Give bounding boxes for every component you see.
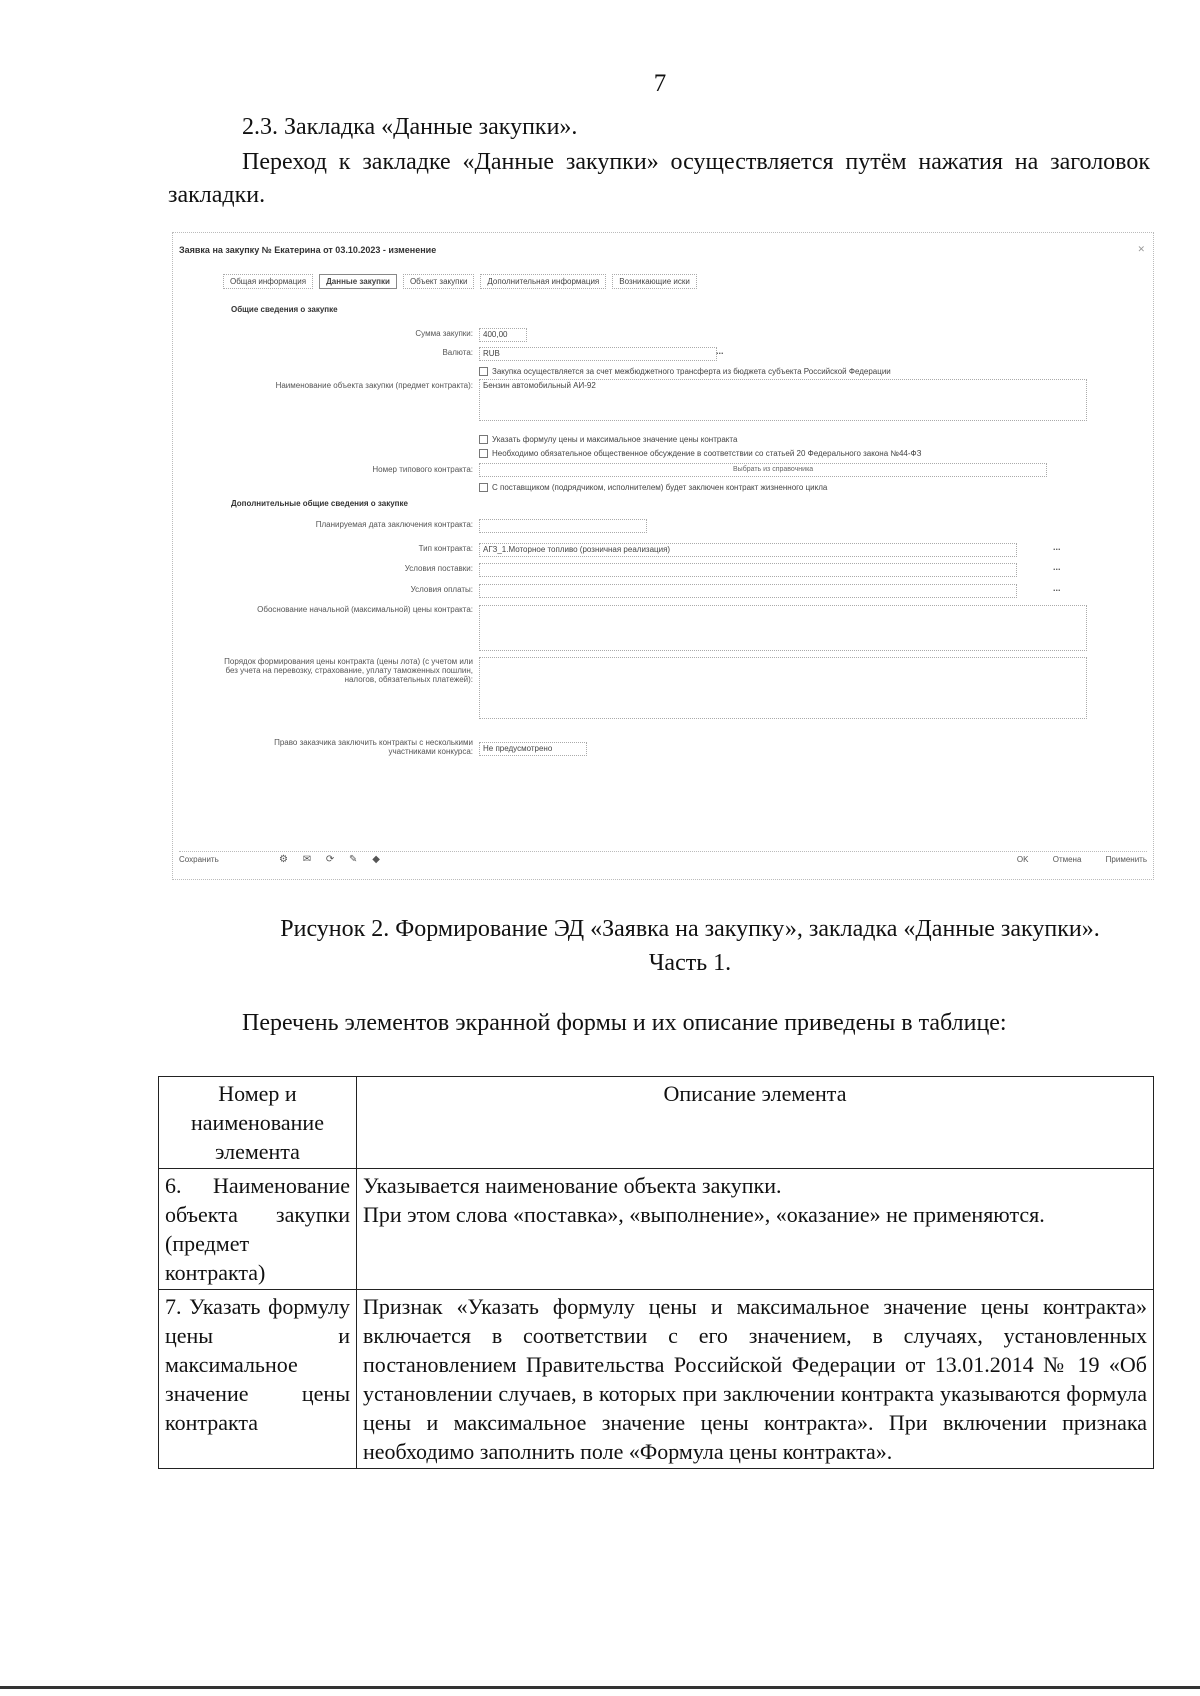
delivery-terms-field[interactable] bbox=[479, 563, 1017, 577]
label-purchase-sum: Сумма закупки: bbox=[415, 329, 473, 338]
list-intro-text: Перечень элементов экранной формы и их описание приведены в таблице: bbox=[242, 1010, 1007, 1036]
apply-button[interactable]: Применить bbox=[1105, 855, 1147, 864]
label-planned-date: Планируемая дата заключения контракта: bbox=[315, 520, 473, 529]
tab-general-info[interactable]: Общая информация bbox=[223, 274, 313, 289]
object-name-field[interactable]: Бензин автомобильный АИ-92 bbox=[479, 379, 1087, 421]
close-icon[interactable]: ✕ bbox=[1137, 244, 1145, 254]
payment-terms-field[interactable] bbox=[479, 584, 1017, 598]
checkbox-icon bbox=[479, 435, 488, 444]
element-name-cell: 6. Наименование объекта закупки (предмет контракта) bbox=[159, 1169, 357, 1290]
choose-from-directory-hint: Выбрать из справочника bbox=[733, 466, 814, 473]
window-title: Заявка на закупку № Екатерина от 03.10.2023 - изменение bbox=[179, 245, 437, 255]
screenshot-figure bbox=[172, 232, 1154, 880]
label-typical-contract: Номер типового контракта: bbox=[372, 465, 473, 474]
tab-additional-info[interactable]: Дополнительная информация bbox=[480, 274, 606, 289]
page-number: 7 bbox=[653, 70, 667, 97]
toolbar-icons[interactable]: ⚙ ✉ ⟳ ✎ ◆ bbox=[279, 854, 386, 865]
tab-purchase-data[interactable]: Данные закупки bbox=[319, 274, 397, 289]
table-row bbox=[159, 1169, 1154, 1290]
check-label: Указать формулу цены и максимальное значение цены контракта bbox=[492, 435, 738, 444]
tab-bar bbox=[223, 274, 697, 289]
figure-caption: Рисунок 2. Формирование ЭД «Заявка на закупку», закладка «Данные закупки». Часть 1. bbox=[280, 916, 1100, 976]
tab-purchase-object[interactable]: Объект закупки bbox=[403, 274, 474, 289]
label-object-name: Наименование объекта закупки (предмет контракта): bbox=[275, 381, 473, 390]
description-line: Признак «Указать формулу цены и максимальное значение цены контракта» включается в соответствии с его значением, в случаях, установленных постановлением Правительства Российской Федерации от 13.01.2014 № 19 «Об установлении случаев, в которых при заключении контракта указываются формула цены и максимальное значение цены контракта». При включении признака необходимо заполнить поле «Формула цены контракта». bbox=[363, 1294, 1147, 1464]
footer-buttons bbox=[995, 855, 1147, 864]
intro-paragraph bbox=[168, 146, 1150, 212]
label-payment-terms: Условия оплаты: bbox=[410, 585, 473, 594]
multiple-contracts-field[interactable]: Не предусмотрено bbox=[479, 742, 587, 756]
window-footer bbox=[179, 851, 1147, 868]
section-heading: 2.3. Закладка «Данные закупки». bbox=[242, 114, 578, 140]
checkbox-icon bbox=[479, 449, 488, 458]
section-extra-title: Дополнительные общие сведения о закупке bbox=[231, 499, 408, 508]
header-element-name: Номер и наименование элемента bbox=[159, 1077, 357, 1169]
elements-table bbox=[158, 1076, 1154, 1469]
section-general-title: Общие сведения о закупке bbox=[231, 305, 338, 314]
delivery-terms-picker-button[interactable]: ... bbox=[1053, 562, 1061, 572]
check-price-formula[interactable] bbox=[479, 435, 737, 444]
price-justification-field[interactable] bbox=[479, 605, 1087, 651]
label-price-justification: Обоснование начальной (максимальной) цены контракта: bbox=[257, 605, 473, 614]
checkbox-icon bbox=[479, 483, 488, 492]
description-line: Указывается наименование объекта закупки. bbox=[363, 1173, 782, 1198]
check-label: Закупка осуществляется за счет межбюджетного трансферта из бюджета субъекта Российской Федерации bbox=[492, 367, 891, 376]
contract-type-field[interactable]: АГЗ_1.Моторное топливо (розничная реализация) bbox=[479, 543, 1017, 557]
contract-type-picker-button[interactable]: ... bbox=[1053, 542, 1061, 552]
check-label: С поставщиком (подрядчиком, исполнителем) будет заключен контракт жизненного цикла bbox=[492, 483, 828, 492]
check-public-discussion[interactable] bbox=[479, 449, 921, 458]
currency-field[interactable]: RUB bbox=[479, 347, 717, 361]
tab-claims[interactable]: Возникающие иски bbox=[612, 274, 697, 289]
page-bottom-rule bbox=[0, 1686, 1200, 1689]
purchase-sum-field[interactable]: 400,00 bbox=[479, 328, 527, 342]
label-currency: Валюта: bbox=[442, 348, 473, 357]
header-element-description: Описание элемента bbox=[357, 1077, 1154, 1169]
table-row bbox=[159, 1290, 1154, 1469]
check-interbudget-transfer[interactable] bbox=[479, 367, 891, 376]
cancel-button[interactable]: Отмена bbox=[1052, 855, 1082, 864]
intro-text: Переход к закладке «Данные закупки» осуществляется путём нажатия на заголовок закладки. bbox=[168, 149, 1150, 208]
payment-terms-picker-button[interactable]: ... bbox=[1053, 583, 1061, 593]
check-label: Необходимо обязательное общественное обсуждение в соответствии со статьей 20 Федерального закона №44-ФЗ bbox=[492, 449, 922, 458]
label-price-formation: Порядок формирования цены контракта (цены лота) (с учетом или без учета на перевозку, страхование, уплату таможенных пошлин, налогов, обязательных платежей): bbox=[224, 657, 473, 684]
label-contract-type: Тип контракта: bbox=[418, 544, 473, 553]
table-header-row bbox=[159, 1077, 1154, 1169]
currency-picker-button[interactable]: ... bbox=[716, 346, 724, 356]
label-delivery-terms: Условия поставки: bbox=[404, 564, 473, 573]
element-description-cell bbox=[357, 1169, 1154, 1290]
element-description-cell bbox=[357, 1290, 1154, 1469]
check-lifecycle-contract[interactable] bbox=[479, 483, 827, 492]
checkbox-icon bbox=[479, 367, 488, 376]
price-formation-field[interactable] bbox=[479, 657, 1087, 719]
planned-date-field[interactable] bbox=[479, 519, 647, 533]
list-intro-paragraph bbox=[168, 1007, 1150, 1040]
save-button[interactable]: Сохранить bbox=[179, 855, 219, 864]
ok-button[interactable]: OK bbox=[1016, 855, 1029, 864]
element-name-cell: 7. Указать формулу цены и максимальное значение цены контракта bbox=[159, 1290, 357, 1469]
label-multiple-contracts: Право заказчика заключить контракты с несколькими участниками конкурса: bbox=[274, 738, 473, 756]
description-line: При этом слова «поставка», «выполнение», «оказание» не применяются. bbox=[363, 1202, 1045, 1227]
